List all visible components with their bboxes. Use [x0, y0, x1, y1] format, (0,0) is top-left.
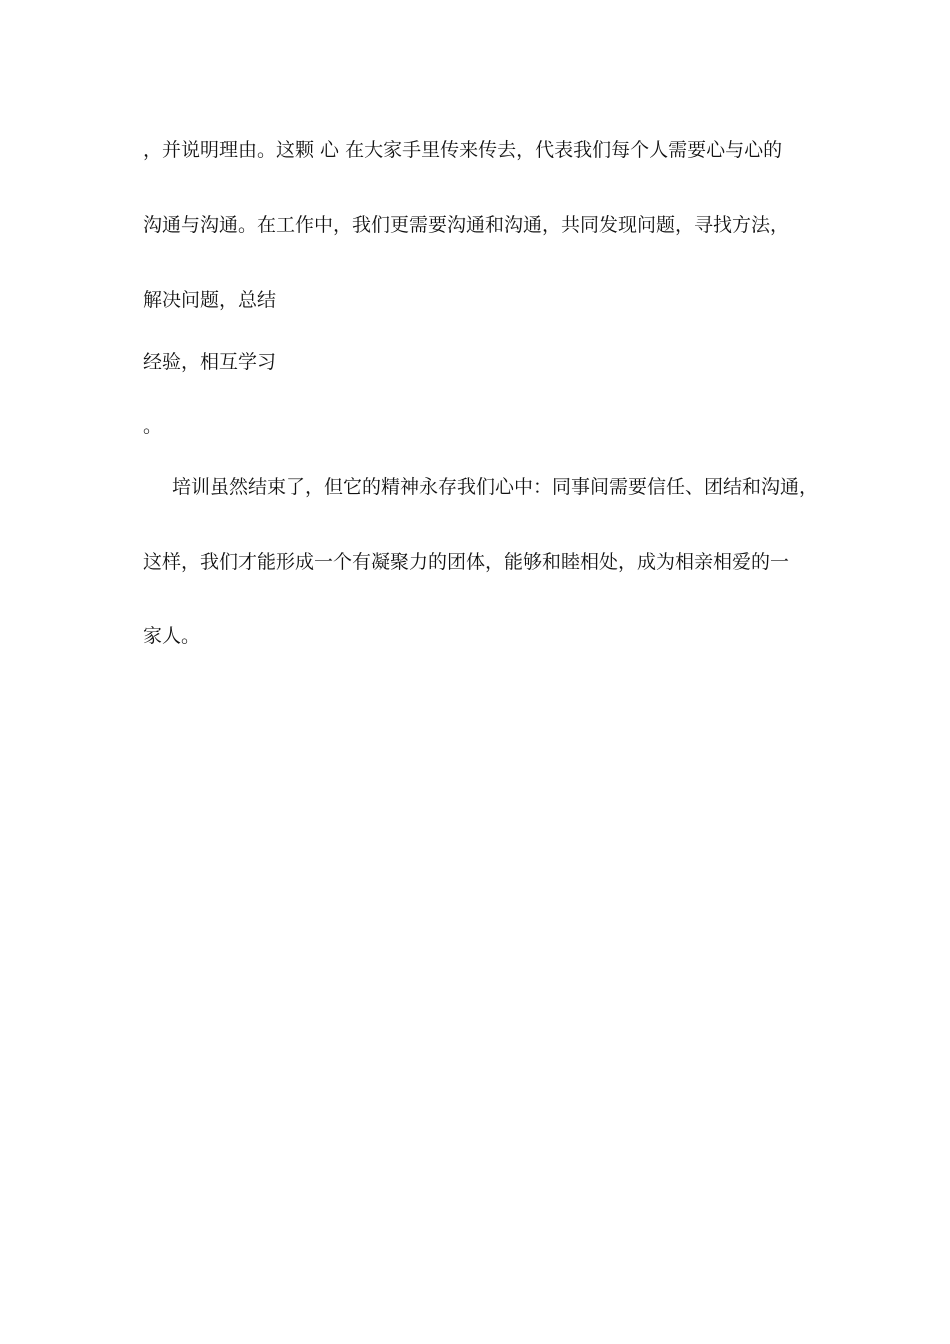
paragraph-line-6: 培训虽然结束了，但它的精神永存我们心中：同事间需要信任、团结和沟通， [172, 476, 819, 498]
paragraph-line-3: 解决问题，总结 [143, 289, 277, 311]
paragraph-line-4: 经验，相互学习 [143, 351, 277, 373]
paragraph-line-8: 家人。 [143, 625, 201, 647]
paragraph-line-5: 。 [143, 415, 163, 437]
paragraph-line-1: ，并说明理由。这颗 心 在大家手里传来传去，代表我们每个人需要心与心的 [143, 139, 783, 161]
paragraph-line-7: 这样，我们才能形成一个有凝聚力的团体，能够和睦相处，成为相亲相爱的一 [143, 551, 790, 573]
paragraph-line-2: 沟通与沟通。在工作中，我们更需要沟通和沟通，共同发现问题，寻找方法， [143, 214, 790, 236]
